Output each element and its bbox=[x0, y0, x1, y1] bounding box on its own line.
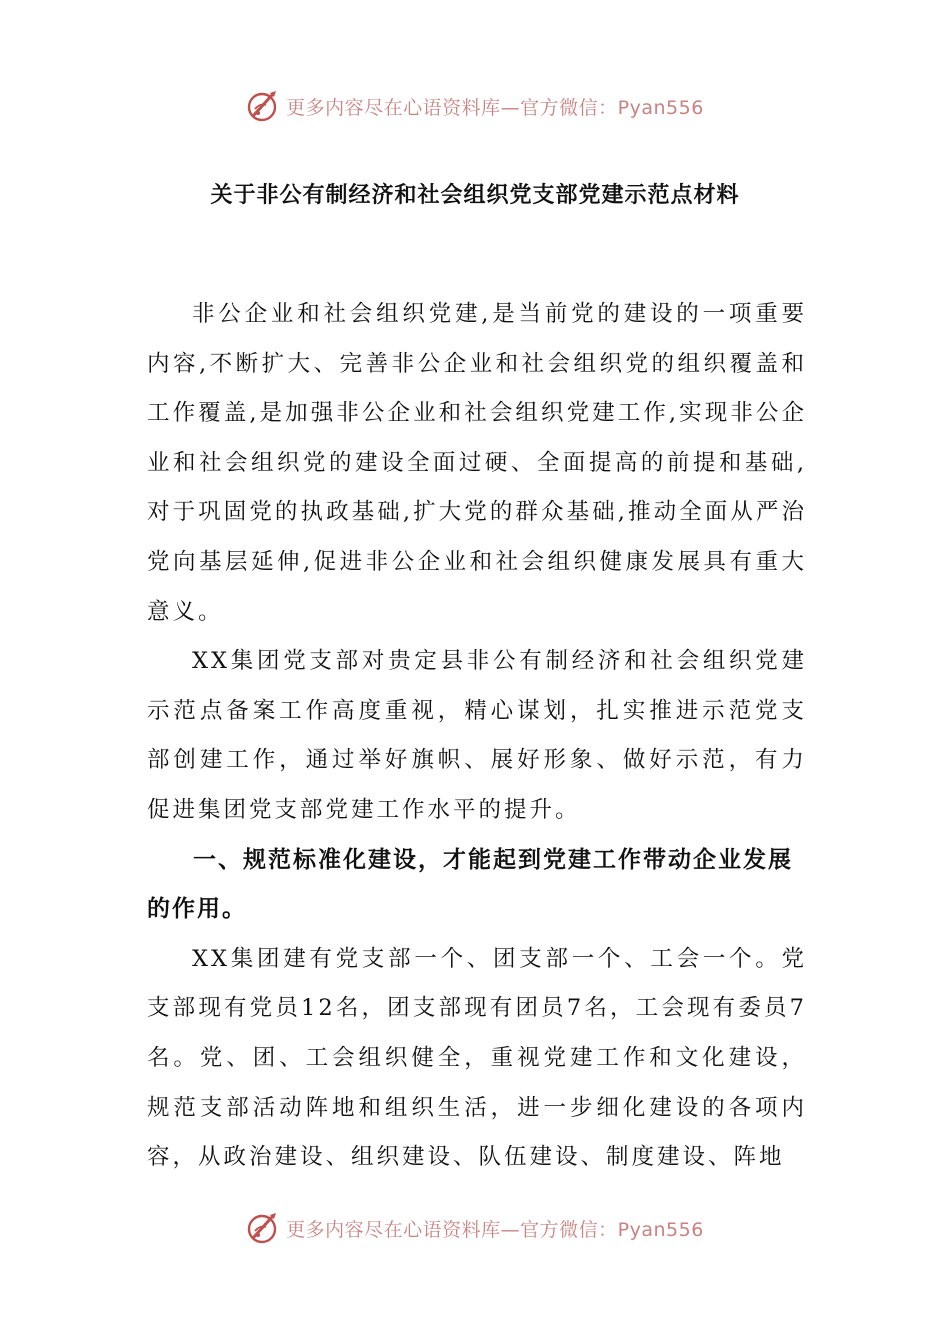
footer-watermark bbox=[0, 1206, 950, 1250]
paragraph: 非公企业和社会组织党建,是当前党的建设的一项重要内容,不断扩大、完善非公企业和社会组织党的组织覆盖和工作覆盖,是加强非公企业和社会组织党建工作,实现非公企业和社会组织党的建设全面过硬、全面提高的前提和基础,对于巩固党的执政基础,扩大党的群众基础,推动全面从严治党向基层延伸,促进非公企业和社会组织健康发展具有重大意义。 bbox=[147, 301, 807, 625]
pen-logo-icon bbox=[246, 89, 280, 123]
document-title: 关于非公有制经济和社会组织党支部党建示范点材料 bbox=[210, 183, 740, 208]
pen-logo-icon bbox=[246, 1211, 280, 1245]
header-watermark bbox=[0, 84, 950, 128]
paragraph: XX集团建有党支部一个、团支部一个、工会一个。党支部现有党员12名，团支部现有团员7名，工会现有委员7名。党、团、工会组织健全，重视党建工作和文化建设，规范支部活动阵地和组织生活，进一步细化建设的各项内容，从政治建设、组织建设、队伍建设、制度建设、阵地 bbox=[147, 945, 807, 1171]
section-heading: 一、规范标准化建设，才能起到党建工作带动企业发展的作用。 bbox=[147, 846, 793, 923]
watermark-text: 更多内容尽在心语资料库—官方微信：Pyan556 bbox=[286, 96, 704, 119]
watermark-text: 更多内容尽在心语资料库—官方微信：Pyan556 bbox=[286, 1218, 704, 1241]
document-body bbox=[147, 290, 807, 1183]
paragraph: XX集团党支部对贵定县非公有制经济和社会组织党建示范点备案工作高度重视，精心谋划，扎实推进示范党支部创建工作，通过举好旗帜、展好形象、做好示范，有力促进集团党支部党建工作水平的提升。 bbox=[147, 648, 807, 823]
